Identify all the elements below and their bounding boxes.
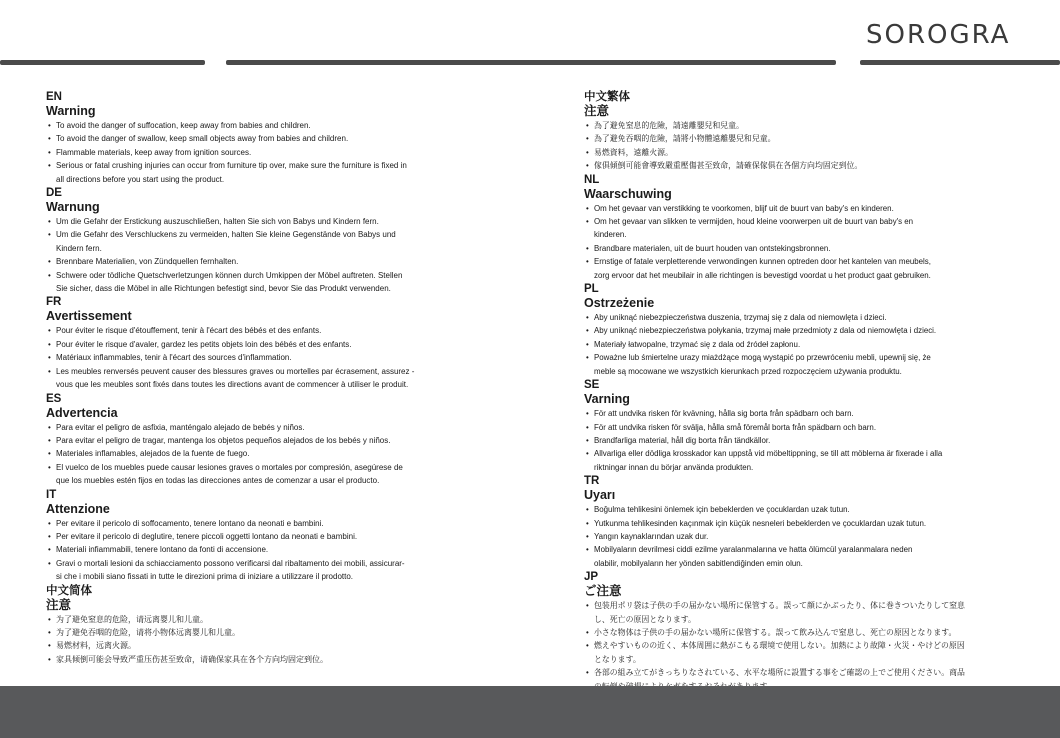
warning-item [584,434,1014,447]
top-divider-right [860,60,1060,65]
warning-item [584,159,1014,172]
warning-item-line: • El vuelco de los muebles puede causar lesiones graves o mortales por compresión, asegúrese de [56,462,403,472]
warning-section [46,91,506,186]
warning-item-line: riktningar innan du börjar använda produkten. [594,462,754,472]
warning-item-line: • Yangın kaynaklarından uzak dur. [594,531,709,541]
warning-item [46,461,506,488]
warning-item-line: • Materiały łatwopalne, trzymać się z dala od źródeł zapłonu. [594,339,801,349]
warning-item [46,543,506,556]
warning-item [584,517,1014,530]
warning-item-line: • Ernstige of fatale verpletterende verwondingen kunnen optreden door het kantelen van meubels, [594,257,931,267]
warning-section [584,91,1014,173]
warning-section [46,296,506,391]
warning-item [46,639,506,652]
warning-list [584,503,1014,570]
warning-list [46,517,506,584]
warning-section [46,489,506,584]
warning-item-line: • Materiales inflamables, alejados de la fuente de fuego. [56,449,250,459]
warning-item [584,215,1014,242]
language-code: ES [46,392,62,405]
language-code: SE [584,379,600,392]
warning-item-line: que los muebles estén fijos en todas las direcciones antes de comenzar a usar el producto. [56,476,380,486]
warning-item-line: • 各部の組み立てがきっちりなされている、水平な場所に設置する事をご確認の上でご使用ください。商品 [594,668,965,678]
warning-item-line: • To avoid the danger of suffocation, keep away from babies and children. [56,121,311,130]
warning-section [584,571,1014,693]
warning-item [46,351,506,364]
warning-item-line: • 傢俱傾倒可能會導致嚴重壓傷甚至致命，請確保傢俱在各個方向均固定到位。 [594,161,863,171]
warning-item-line: となります。 [594,654,641,664]
warning-item [46,255,506,268]
warning-item [46,517,506,530]
warning-heading: Warnung [46,200,100,215]
warning-item-line: • 小さな物体は子供の手の届かない場所に保管する。誤って飲み込んで窒息し、死亡の原因となります。 [594,627,957,637]
warning-item [46,324,506,337]
warning-item-line: • 易燃材料，远离火源。 [56,641,136,651]
language-code: EN [46,91,62,103]
warning-list [584,202,1014,282]
brand-logo: SOROGRA [866,20,1011,50]
warning-item [584,132,1014,145]
warning-item [584,447,1014,474]
language-code: NL [584,173,600,186]
warning-item-line: • Flammable materials, keep away from ignition sources. [56,147,252,157]
warning-item [584,146,1014,159]
warning-item-line: • Brennbare Materialien, von Zündquellen fernhalten. [56,257,239,267]
warning-item [46,626,506,639]
warning-item-line: • Gravi o mortali lesioni da schiacciamento possono verificarsi dal ribaltamento dei mobili, assicurar- [56,558,405,568]
warning-item-line: • Boğulma tehlikesini önlemek için bebeklerden ve çocuklardan uzak tutun. [594,505,850,515]
warning-item-line: kinderen. [594,230,627,240]
warning-section [46,187,506,295]
warning-heading: Ostrzeżenie [584,296,655,311]
warning-item [584,324,1014,337]
warning-list [46,119,506,186]
warning-list [584,407,1014,474]
warning-item-line: si che i mobili siano fissati in tutte le direzioni prima di iniziare a utilizzare il prodotto. [56,572,354,582]
language-code: PL [584,283,599,296]
warning-item [584,338,1014,351]
warning-item-line: • Per evitare il pericolo di deglutire, tenere piccoli oggetti lontano da neonati e bambini. [56,531,358,541]
warning-item-line: • Um die Gefahr des Verschluckens zu vermeiden, halten Sie kleine Gegenstände von Babys und [56,230,396,240]
warning-item-line: • Poważne lub śmiertelne urazy miażdżące mogą wystąpić po przewróceniu mebli, upewnij się, że [594,353,931,363]
warning-list [46,215,506,295]
footer-bar [0,686,1060,738]
warning-item-line: • Allvarliga eller dödliga krosskador kan uppstå vid möbeltippning, se till att möblerna är fixerade i alla [594,449,943,459]
warning-item [584,599,1014,626]
warning-item-line: • Aby uniknąć niebezpieczeństwa połykania, trzymaj małe przedmioty z dala od niemowlęta i dzieci. [594,326,937,336]
warning-item-line: olabilir, mobilyaların her yönden sabitlendiğinden emin olun. [594,558,803,568]
language-code: FR [46,296,62,309]
warning-item [46,613,506,626]
warning-item-line: • 易燃資料，遠離火源。 [594,147,673,157]
right-column [584,90,1014,693]
warning-item-line: • 包装用ポリ袋は子供の手の届かない場所に保管する。誤って顔にかぶったり、体に巻きついたりして窒息 [594,601,965,611]
warning-item [584,421,1014,434]
warning-list [584,599,1014,693]
language-code: TR [584,475,600,488]
warning-section [584,174,1014,282]
warning-heading: Avertissement [46,309,132,324]
warning-list [584,119,1014,173]
warning-item [46,159,506,186]
warning-item [584,242,1014,255]
warning-item-line: • Per evitare il pericolo di soffocamento, tenere lontano da neonati e bambini. [56,518,324,528]
warning-section [584,475,1014,570]
warning-item [584,626,1014,639]
warning-item-line: • Um die Gefahr der Erstickung auszuschließen, halten Sie sich von Babys und Kindern fern. [56,217,379,227]
warning-item-line: • Para evitar el peligro de asfixia, manténgalo alejado de bebés y niños. [56,422,305,432]
warning-item-line: zorg ervoor dat het meubilair in alle richtingen is bevestigd voordat u het product gaat gebruiken. [594,270,931,280]
warning-item [584,311,1014,324]
warning-heading: ご注意 [584,584,622,599]
language-code: 中文繁体 [584,91,630,103]
warning-heading: Advertencia [46,405,118,420]
warning-item-line: • Materiali infiammabili, tenere lontano da fonti di accensione. [56,545,269,555]
warning-item-line: meble są mocowane we wszystkich kierunkach przed rozpoczęciem używania produktu. [594,366,902,376]
warning-item [46,447,506,460]
warning-item-line: • Brandbare materialen, uit de buurt houden van ontstekingsbronnen. [594,243,831,253]
warning-item [46,557,506,584]
warning-item-line: • 燃えやすいものの近く、本体周囲に熱がこもる環境で使用しない。加熱により故障・火災・やけどの原因 [594,641,965,651]
warning-heading: Uyarı [584,488,616,503]
warning-item-line: • Para evitar el peligro de tragar, mantenga los objetos pequeños alejados de los bebés y niños. [56,435,391,445]
warning-item [584,255,1014,282]
warning-item-line: all directions before you start using the product. [56,174,225,184]
warning-item-line: Sie sicher, dass die Möbel in alle Richtungen befestigt sind, bevor Sie das Produkt verwenden. [56,284,391,294]
warning-item [46,338,506,351]
warning-item [46,132,506,145]
warning-item-line: • Aby uniknąć niebezpieczeństwa duszenia, trzymaj się z dala od niemowlęta i dzieci. [594,313,887,323]
warning-item-line: Kindern fern. [56,243,102,253]
language-code: 中文简体 [46,584,92,597]
warning-item [46,653,506,666]
left-column [46,90,506,666]
warning-item [46,365,506,392]
warning-list [46,421,506,488]
warning-item-line: • Om het gevaar van verstikking te voorkomen, blijf uit de buurt van baby's en kinderen. [594,203,894,213]
warning-item [46,269,506,296]
warning-item-line: • För att undvika risken för svälja, hålla små föremål borta från spädbarn och barn. [594,422,877,432]
warning-list [46,613,506,667]
warning-item [46,146,506,159]
warning-item-line: vous que les meubles sont fixés dans toutes les directions avant de commencer à utiliser le produit. [56,380,409,390]
warning-item-line: • Yutkunma tehlikesinden kaçınmak için küçük nesneleri bebeklerden ve çocuklardan uzak tutun. [594,518,927,528]
warning-item-line: • Schwere oder tödliche Quetschverletzungen können durch Umkippen der Möbel auftreten. Stellen [56,270,403,280]
warning-item-line: • Les meubles renversés peuvent causer des blessures graves ou mortelles par écrasement, assurez - [56,366,415,376]
warning-list [46,324,506,391]
top-divider-left [0,60,205,65]
warning-item-line: • Brandfarliga material, håll dig borta från tändkällor. [594,435,771,445]
warning-item [46,530,506,543]
warning-item-line: • För att undvika risken för kvävning, hålla sig borta från spädbarn och barn. [594,409,854,419]
warning-item [46,119,506,132]
language-code: JP [584,571,599,584]
warning-item [584,639,1014,666]
warning-item [46,434,506,447]
warning-item-line: • 为了避免吞咽的危险，请将小物体远离婴儿和儿童。 [56,627,240,637]
warning-item-line: • To avoid the danger of swallow, keep small objects away from babies and children. [56,134,349,144]
warning-heading: Attenzione [46,501,110,516]
warning-section [584,283,1014,378]
warning-section [584,379,1014,474]
warning-item [584,407,1014,420]
warning-item-line: • Mobilyaların devrilmesi ciddi ezilme yaralanmalarına ve hatta ölümcül yaralanmalara neden [594,545,913,555]
warning-item [46,215,506,228]
warning-item-line: • Pour éviter le risque d'étouffement, tenir à l'écart des bébés et des enfants. [56,326,322,336]
warning-section [46,393,506,488]
warning-item [584,119,1014,132]
warning-item [46,228,506,255]
warning-item-line: • 為了避免吞咽的危險，請將小物體遠離嬰兒和兒童。 [594,134,776,144]
warning-item [584,351,1014,378]
warning-item [46,421,506,434]
warning-item-line: • 為了避免窒息的危險，請遠離嬰兒和兒童。 [594,121,744,130]
warning-item [584,543,1014,570]
warning-item [584,202,1014,215]
warning-item-line: • 为了避免窒息的危险，请远离婴儿和儿童。 [56,614,208,624]
language-code: IT [46,488,57,501]
top-divider-middle [226,60,836,65]
warning-heading: Warning [46,104,96,118]
warning-heading: 注意 [584,104,610,118]
warning-item-line: • Serious or fatal crushing injuries can occur from furniture tip over, make sure the furniture is fixed in [56,161,407,171]
warning-item-line: • 家具倾倒可能会导致严重压伤甚至致命，请确保家具在各个方向均固定到位。 [56,654,328,664]
warning-item-line: • Matériaux inflammables, tenir à l'écart des sources d'inflammation. [56,353,292,363]
warning-item-line: • Om het gevaar van slikken te vermijden, houd kleine voorwerpen uit de buurt van baby's en [594,217,914,227]
warning-item [584,530,1014,543]
warning-item [584,503,1014,516]
warning-item-line: し、死亡の原因となります。 [594,614,696,624]
language-code: DE [46,187,62,200]
warning-heading: Varning [584,392,630,407]
warning-list [584,311,1014,378]
warning-heading: 注意 [46,597,72,612]
warning-item-line: • Pour éviter le risque d'avaler, gardez les petits objets loin des bébés et des enfants. [56,339,352,349]
warning-heading: Waarschuwing [584,186,672,201]
warning-section [46,585,506,667]
